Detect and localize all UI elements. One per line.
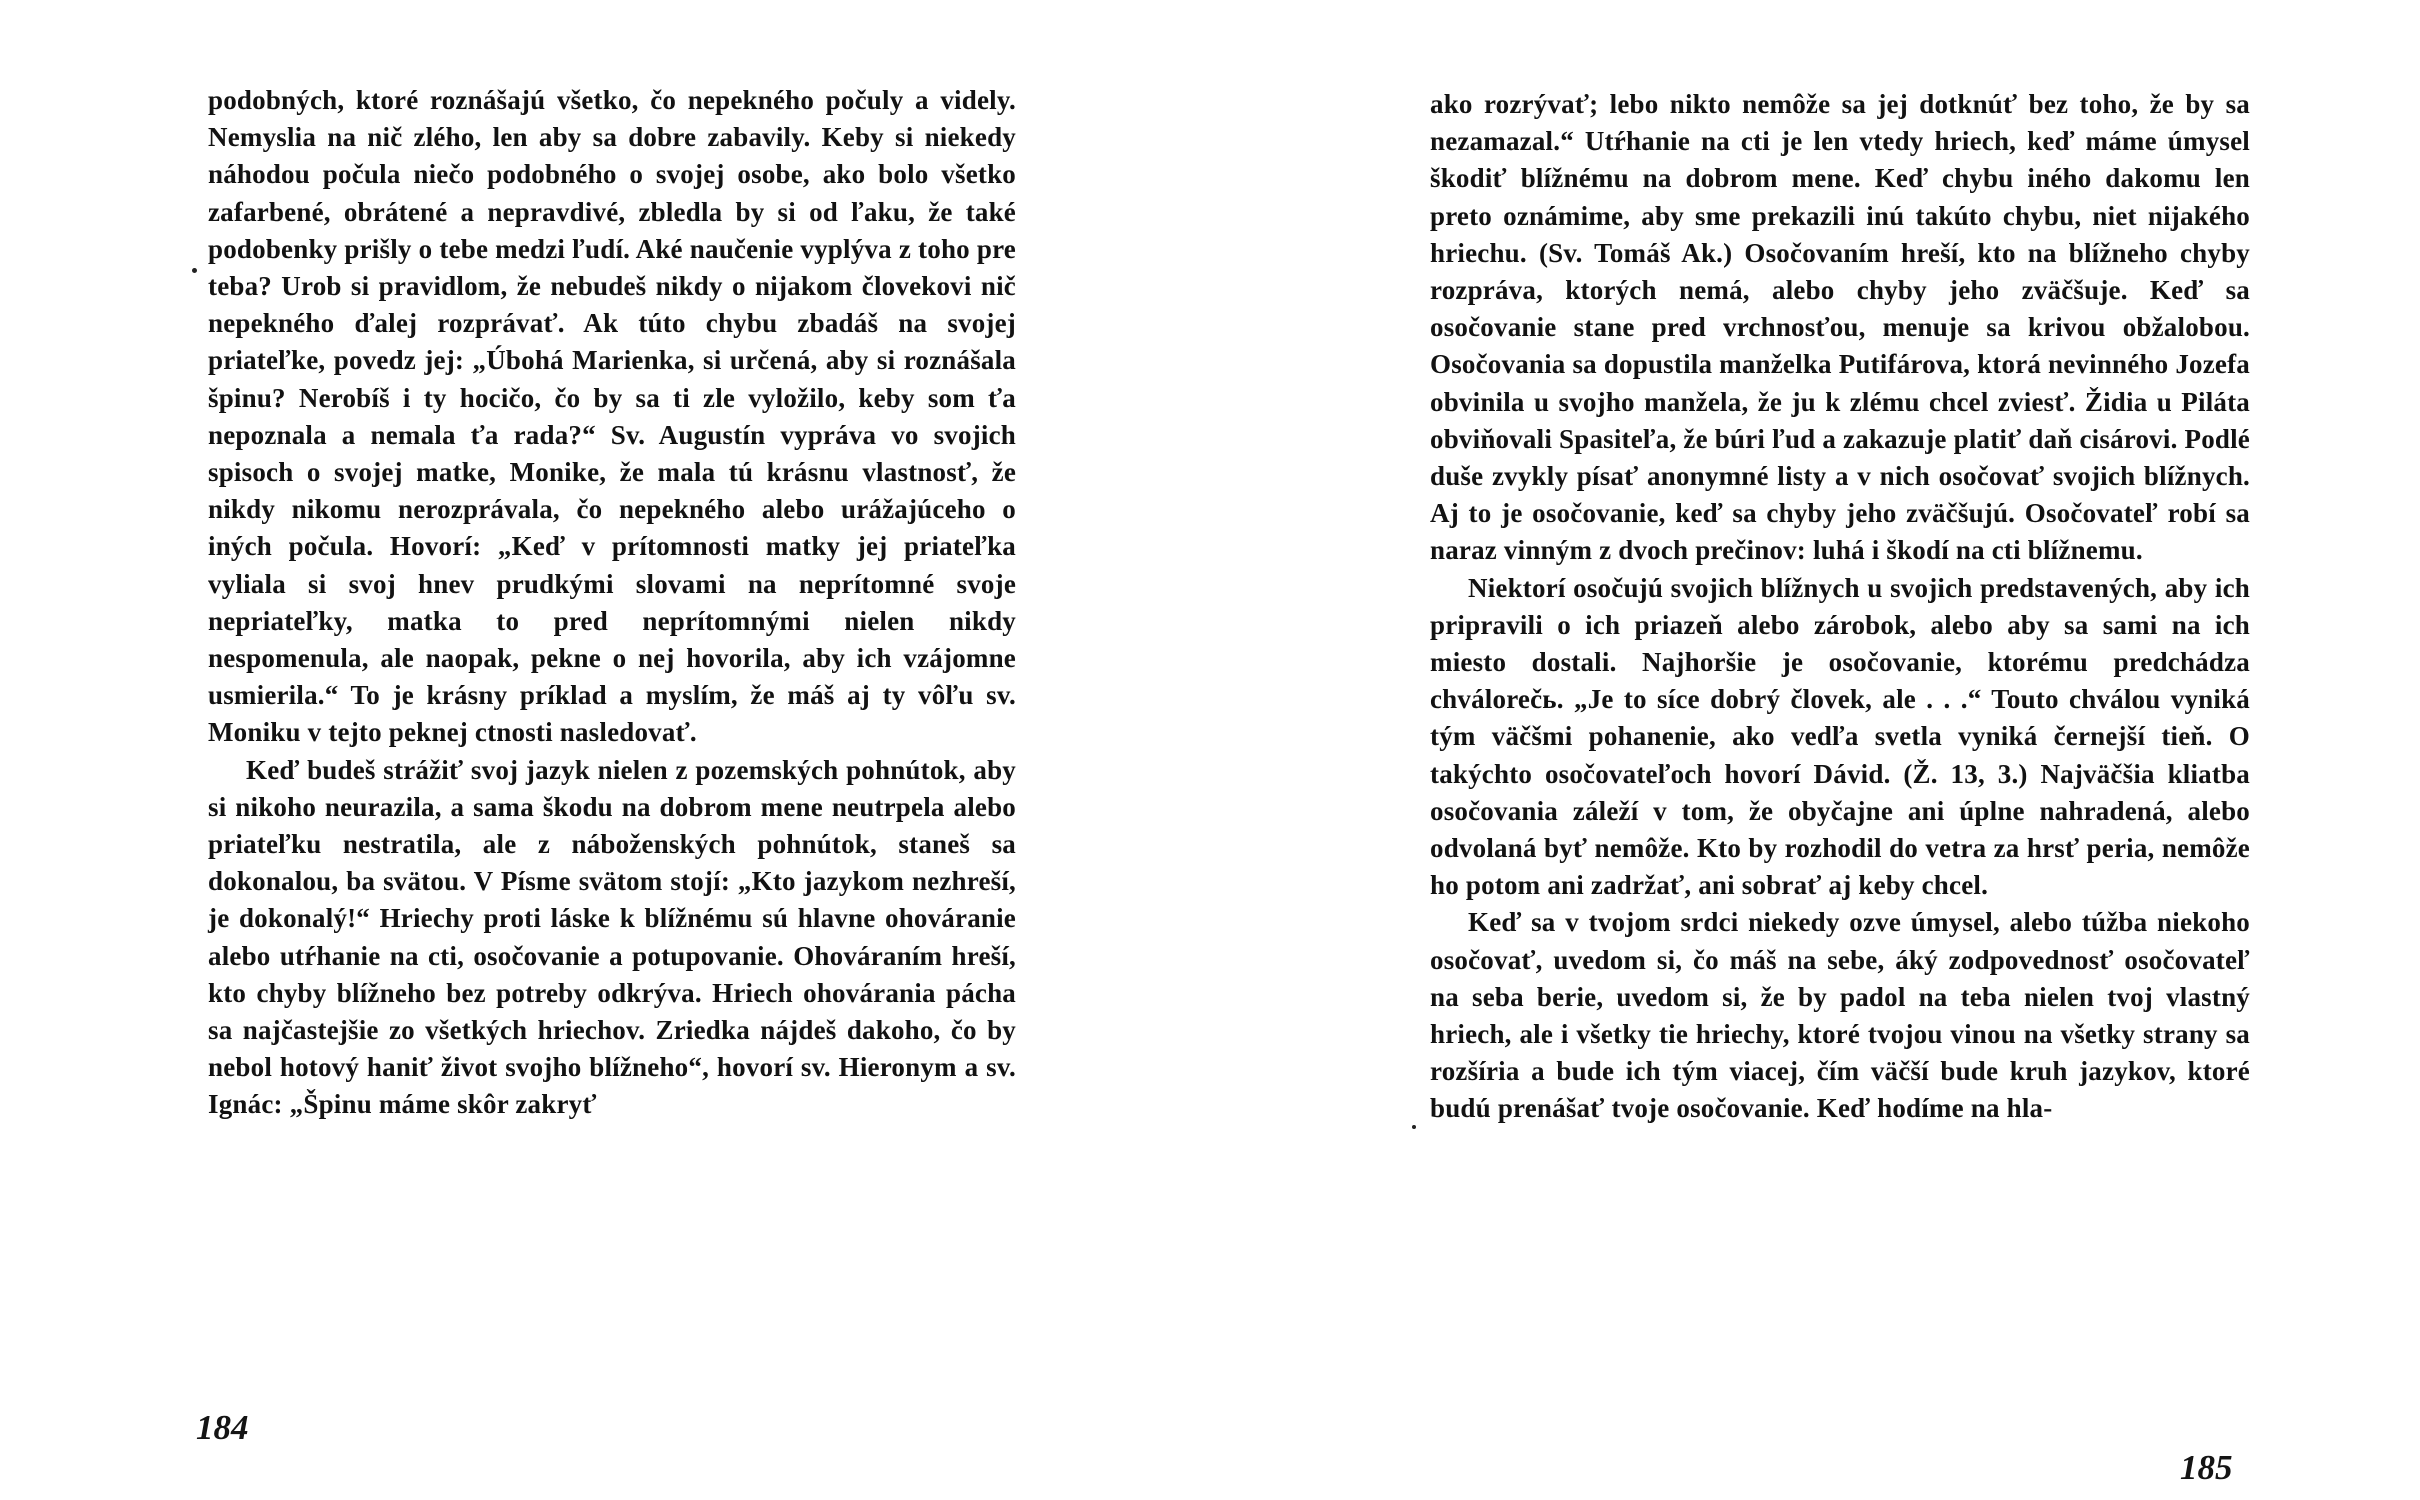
scan-speck [1412, 1125, 1416, 1129]
right-paragraph-3: Keď sa v tvojom srdci niekedy ozve úmysel, alebo túžba niekoho osočovať, uvedom si, čo máš na sebe, áký zodpovednosť osočovateľ na seba berie, uvedom si, že by padol na teba nielen tvoj vlastný hriech, ale i všetky tie hriechy, ktoré tvojou vinou na všetky strany sa rozšíria a bude ich tým viacej, čím väčší bude kruh jazykov, ktoré budú prenášať tvoje osočovanie. Keď hodíme na hla- [1430, 907, 2250, 1124]
right-paragraph-2: Niektorí osočujú svojich blížnych u svojich predstavených, aby ich pripravili o ich priazeň alebo zárobok, alebo aby sa sami na ich miesto dostali. Najhoršie je osočovanie, ktorému predchádza chválorečь. „Je to síce dobrý človek, ale . . .“ Touto chválou vyniká tým väčšmi pohanenie, ako vedľa svetla vyniká černejší tieň. O takýchto osočovateľoch hovorí Dávid. (Ž. 13, 3.) Najväčšia kliatba osočovania záleží v tom, že obyčajne ani úplne nahradená, alebo odvolaná byť nemôže. Kto by rozhodil do vetra za hrsť peria, nemôže ho potom ani zadržať, ani sobrať aj keby chcel. [1430, 572, 2250, 901]
left-page-text [208, 82, 1016, 1124]
scan-speck [192, 268, 197, 273]
left-paragraph-2: Keď budeš strážiť svoj jazyk nielen z pozemských pohnútok, aby si nikoho neurazila, a sama škodu na dobrom mene neutrpela alebo priateľku nestratila, ale z náboženských pohnútok, staneš sa dokonalou, ba svätou. V Písme svätom stojí: „Kto jazykom nezhreší, je dokonalý!“ Hriechy proti láske k blížnému sú hlavne ohováranie alebo utŕhanie na cti, osočovanie a potupovanie. Ohováraním hreší, kto chyby blížneho bez potreby odkrýva. Hriech ohovárania pácha sa najčastejšie zo všetkých hriechov. Zriedka nájdeš dakoho, čo by nebol hotový haniť život svojho blížneho“, hovorí sv. Hieronym a sv. Ignác: „Špinu máme skôr zakryť [208, 754, 1016, 1120]
right-page-text [1430, 86, 2250, 1128]
right-paragraph-1: ako rozrývať; lebo nikto nemôže sa jej dotknúť bez toho, že by sa nezamazal.“ Utŕhanie na cti je len vtedy hriech, keď máme úmysel škodiť blížnému na dobrom mene. Keď chybu iného dakomu len preto oznámime, aby sme prekazili inú takúto chybu, niet nijakého hriechu. (Sv. Tomáš Ak.) Osočovaním hreší, kto na blížneho chyby rozpráva, ktorých nemá, alebo chyby jeho zväčšuje. Keď sa osočovanie stane pred vrchnosťou, menuje sa krivou obžalobou. Osočovania sa dopustila manželka Putifárova, ktorá nevinného Jozefa obvinila u svojho manžela, že ju k zlému chcel zviesť. Židia u Piláta obviňovali Spasiteľa, že búri ľud a zakazuje platiť daň cisárovi. Podlé duše zvykly písať anonymné listy a v nich osočovať svojich blížnych. Aj to je osočovanie, keď sa chyby jeho zväčšujú. Osočovateľ robí sa naraz vinným z dvoch prečinov: luhá i škodí na cti blížnemu. [1430, 89, 2250, 566]
right-page-number: 185 [2180, 1448, 2233, 1487]
left-paragraph-1: podobných, ktoré roznášajú všetko, čo nepekného počuly a videly. Nemyslia na nič zlého, len aby sa dobre zabavily. Keby si niekedy náhodou počula niečo podobného o svojej osobe, ako bolo všetko zafarbené, obrátené a nepravdivé, zbledla by si od ľaku, že také podobenky prišly o tebe medzi ľudí. Aké naučenie vyplýva z toho pre teba? Urob si pravidlom, že nebudeš nikdy o nijakom človekovi nič nepekného ďalej rozprávať. Ak túto chybu zbadáš na svojej priateľke, povedz jej: „Úbohá Marienka, si určená, aby si roznášala špinu? Nerobíš i ty hocičo, čo by sa ti zle vyložilo, keby som ťa nepoznala a nemala ťa rada?“ Sv. Augustín vypráva vo svojich spisoch o svojej matke, Monike, že mala tú krásnu vlastnosť, že nikdy nikomu nerozprávala, čo nepekného alebo urážajúceho o iných počula. Hovorí: „Keď v prítomnosti matky jej priateľka vyliala si svoj hnev prudkými slovami na neprítomné svoje nepriateľky, matka to pred neprítomnými nielen nikdy nespomenula, ale naopak, pekne o nej hovorila, aby ich vzájomne usmierila.“ To je krásny príklad a myslím, že máš aj ty vôľu sv. Moniku v tejto peknej ctnosti nasledovať. [208, 85, 1016, 748]
left-page-number: 184 [196, 1408, 249, 1447]
